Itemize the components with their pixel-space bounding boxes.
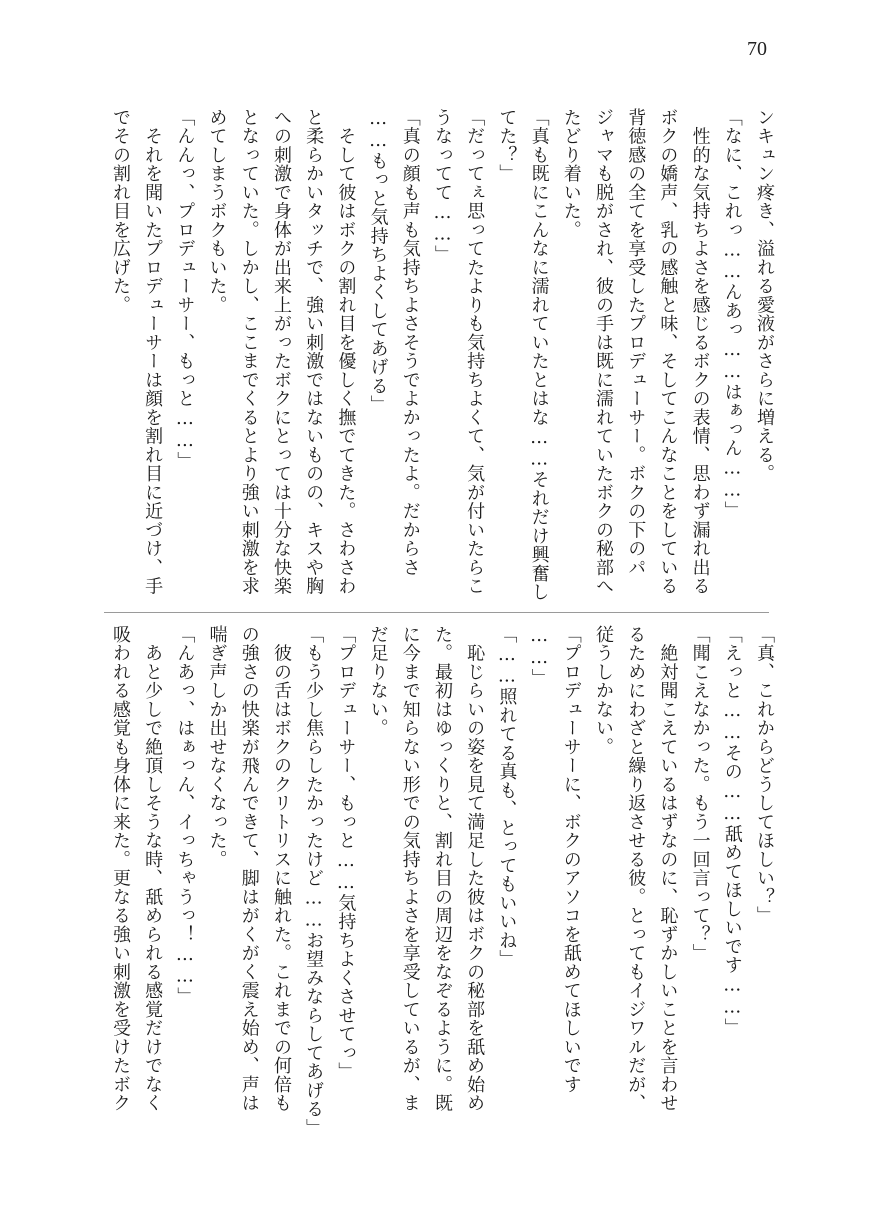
page-number: 70	[747, 38, 767, 60]
text-line: となっていた。しかし、ここまでくるとより強い刺激を求	[238, 108, 260, 596]
text-line: 「真、これからどうしてほしい？」	[754, 625, 775, 925]
text-line: た。最初はゆっくりと、割れ目の周辺をなぞるように。既	[431, 625, 453, 1113]
text-line: ……」	[528, 625, 550, 688]
text-line: 背徳感の全てを享受したプロデューサー。ボクの下のパ	[625, 108, 647, 577]
text-line: 「んんっ、プロデューサー、もっと……」	[174, 108, 196, 471]
text-line: 「もう少し焦らしたかったけど……お望みならしてあげる」	[303, 625, 325, 1138]
text-line: 喘ぎ声しか出せなくなった。	[206, 625, 228, 869]
section-divider	[104, 612, 769, 613]
text-line: 性的な気持ちよさを感じるボクの表情、思わず漏れ出る	[689, 108, 711, 596]
text-line: だ足りない。	[367, 625, 389, 738]
text-line: そして彼はボクの割れ目を優しく撫でてきた。さわさわ	[335, 108, 357, 596]
text-line: てた？」	[496, 108, 518, 183]
text-line: ……もっと気持ちよくしてあげる」	[367, 108, 389, 414]
text-line: 「真の顔も声も気持ちよさそうでよかったよ。だからさ	[399, 108, 421, 577]
text-line: 吸われる感覚も身体に来た。更なる強い刺激を受けたボク	[109, 625, 131, 1113]
text-line: 「聞こえなかった。もう一回言って？」	[689, 625, 711, 963]
lower-text-block	[104, 625, 780, 1138]
upper-text-block	[104, 108, 780, 608]
text-line: の強さの快楽が飛んできて、脚はがくがく震え始め、声は	[238, 625, 260, 1113]
text-line: 「んあっ、はぁっん、イっちゃうっ！……」	[174, 625, 196, 1006]
text-line: 「……照れてる真も、とってもいいね」	[496, 625, 518, 969]
text-line: めてしまうボクもいた。	[206, 108, 228, 315]
text-line: ボクの嬌声、乳の感触と味、そしてこんなことをしている	[657, 108, 679, 596]
text-line: 彼の舌はボクのクリトリスに触れた。これまでの何倍も	[270, 625, 292, 1113]
text-line: ンキュン疼き、溢れる愛液がさらに増える。	[754, 108, 775, 483]
text-line: るためにわざと繰り返させる彼。とってもイジワルだが、	[625, 625, 647, 1113]
text-line: 「えっと……その……舐めてほしいです……」	[721, 625, 743, 1037]
text-line: 「真も既にこんなに濡れていたとはな……それだけ興奮し	[528, 108, 550, 602]
text-line: 従うしかない。	[592, 625, 614, 757]
text-line: それを聞いたプロデューサーは顔を割れ目に近づけ、手	[142, 108, 164, 596]
text-line: でその割れ目を広げた。	[109, 108, 131, 315]
text-line: ジャマも脱がされ、彼の手は既に濡れていたボクの秘部へ	[592, 108, 614, 596]
text-line: 恥じらいの姿を見て満足した彼はボクの秘部を舐め始め	[464, 625, 486, 1113]
text-line: 「プロデューサー、もっと……気持ちよくさせてっ」	[335, 625, 357, 1081]
text-line: 「なに、これっ……んあっ……はぁっん……」	[721, 108, 743, 520]
text-line: に今まで知らない形での気持ちよさを享受しているが、ま	[399, 625, 421, 1113]
text-line: への刺激で身体が出来上がったボクにとっては十分な快楽	[270, 108, 292, 596]
text-line: と柔らかいタッチで、強い刺激ではないものの、キスや胸	[303, 108, 325, 596]
text-line: 「だってぇ思ってたよりも気持ちよくて、気が付いたらこ	[464, 108, 486, 596]
text-line: あと少しで絶頂しそうな時、舐められる感覚だけでなく	[142, 625, 164, 1113]
text-line: 「プロデューサーに、ボクのアソコを舐めてほしいです	[560, 625, 582, 1094]
text-line: 絶対聞こえているはずなのに、恥ずかしいことを言わせ	[657, 625, 679, 1113]
text-line: たどり着いた。	[560, 108, 582, 240]
text-line: うなってて……」	[431, 108, 453, 264]
